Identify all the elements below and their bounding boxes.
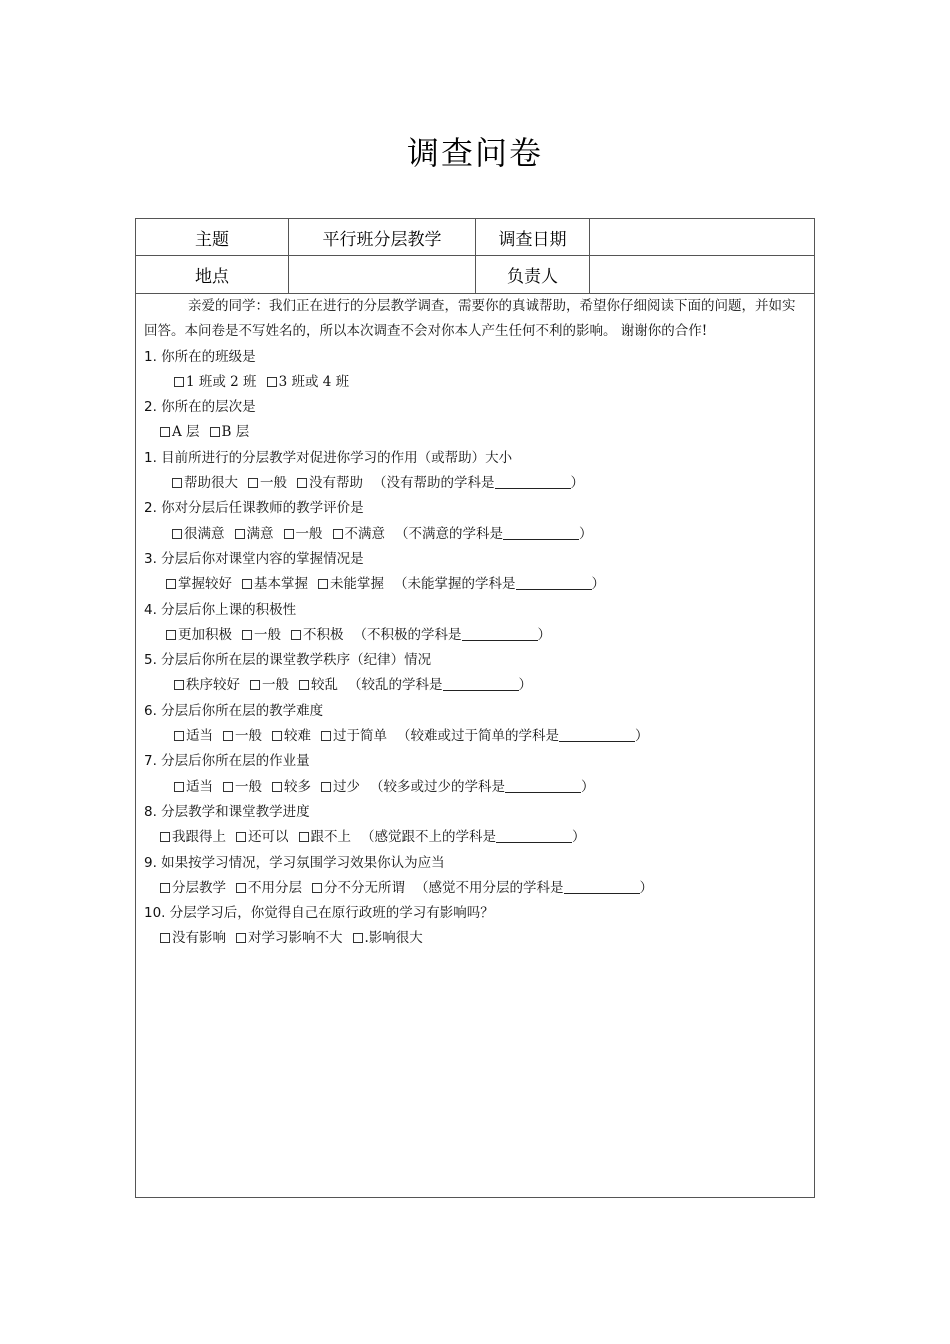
question-label: 分层后你上课的积极性 (156, 601, 297, 618)
question-number: 6. (144, 702, 157, 719)
option-label: 一般 (235, 728, 262, 745)
option-checkbox[interactable] (236, 930, 343, 946)
question-text (144, 851, 806, 876)
option-checkbox[interactable] (267, 374, 350, 390)
checkbox-icon[interactable] (321, 782, 331, 792)
subject-blank-field[interactable] (495, 474, 571, 489)
note-close: ） (572, 829, 586, 846)
date-value-field[interactable] (590, 219, 814, 256)
checkbox-icon[interactable] (160, 832, 170, 842)
option-label: 未能掌握 (330, 576, 384, 593)
option-checkbox[interactable] (321, 779, 360, 795)
option-label: 分层教学 (172, 879, 226, 896)
option-checkbox[interactable] (174, 728, 213, 744)
option-label: 很满意 (184, 525, 225, 542)
question-number: 2. (144, 399, 157, 416)
checkbox-icon[interactable] (160, 883, 170, 893)
option-label: 更加积极 (178, 626, 232, 643)
checkbox-icon[interactable] (174, 377, 184, 387)
option-checkbox[interactable] (242, 627, 281, 643)
subject-blank-field[interactable] (505, 778, 581, 793)
option-label: 我跟得上 (172, 829, 226, 846)
checkbox-icon[interactable] (321, 731, 331, 741)
option-checkbox[interactable] (299, 829, 352, 845)
option-checkbox[interactable] (272, 779, 311, 795)
checkbox-icon[interactable] (210, 427, 220, 437)
option-checkbox[interactable] (299, 677, 338, 693)
option-checkbox[interactable] (160, 424, 200, 440)
owner-label: 负责人 (476, 256, 590, 293)
option-checkbox[interactable] (166, 627, 232, 643)
option-checkbox[interactable] (291, 627, 344, 643)
option-checkbox[interactable] (321, 728, 387, 744)
question-text (144, 395, 806, 420)
checkbox-icon[interactable] (248, 478, 258, 488)
option-checkbox[interactable] (166, 576, 232, 592)
option-row (144, 673, 806, 698)
subject-note: （感觉跟不上的学科是 (361, 829, 496, 846)
option-row (144, 825, 806, 850)
option-checkbox[interactable] (223, 728, 262, 744)
checkbox-icon[interactable] (318, 579, 328, 589)
question-text (144, 699, 806, 724)
option-label: B 层 (221, 424, 250, 441)
option-label: 帮助很大 (184, 475, 238, 492)
question-label: 分层后你所在层的教学难度 (156, 702, 324, 719)
checkbox-icon[interactable] (174, 782, 184, 792)
note-close: ） (518, 677, 532, 694)
checkbox-icon[interactable] (223, 731, 233, 741)
option-checkbox[interactable] (333, 526, 386, 542)
subject-note: （较难或过于简单的学科是 (397, 728, 559, 745)
option-checkbox[interactable] (353, 930, 423, 946)
checkbox-icon[interactable] (333, 529, 343, 539)
option-checkbox[interactable] (174, 677, 240, 693)
option-label: 掌握较好 (178, 576, 232, 593)
checkbox-icon[interactable] (291, 630, 301, 640)
option-checkbox[interactable] (174, 374, 257, 390)
option-checkbox[interactable] (172, 526, 225, 542)
checkbox-icon[interactable] (242, 579, 252, 589)
note-close: ） (639, 879, 653, 896)
subject-note: （感觉不用分层的学科是 (415, 879, 564, 896)
page-title: 调查问卷 (406, 134, 543, 172)
option-label: 跟不上 (310, 829, 351, 846)
option-label: 较多 (284, 778, 311, 795)
question-number: 4. (144, 601, 157, 618)
question-text (144, 648, 806, 673)
option-label: 适当 (186, 728, 213, 745)
question-number: 1. (144, 449, 157, 466)
question-label: 你对分层后任课教师的教学评价是 (156, 500, 364, 517)
question-list (144, 345, 806, 952)
option-row (144, 876, 806, 901)
option-checkbox[interactable] (236, 829, 289, 845)
checkbox-icon[interactable] (242, 630, 252, 640)
option-checkbox[interactable] (223, 779, 262, 795)
topic-value: 平行班分层教学 (289, 219, 476, 256)
option-label: .影响很大 (364, 930, 423, 947)
question-label: 你所在的层次是 (156, 399, 256, 416)
option-checkbox[interactable] (235, 526, 274, 542)
note-close: ） (570, 475, 584, 492)
question-number: 8. (144, 803, 157, 820)
question-label: 分层学习后，你觉得自己在原行政班的学习有影响吗？ (165, 905, 494, 922)
option-checkbox[interactable] (272, 728, 311, 744)
option-checkbox[interactable] (210, 424, 250, 440)
note-close: ） (591, 576, 605, 593)
place-label: 地点 (136, 256, 289, 293)
question-number: 1. (144, 348, 157, 365)
checkbox-icon[interactable] (172, 529, 182, 539)
checkbox-icon[interactable] (160, 933, 170, 943)
checkbox-icon[interactable] (284, 529, 294, 539)
date-label: 调查日期 (476, 219, 590, 256)
checkbox-icon[interactable] (312, 883, 322, 893)
checkbox-icon[interactable] (236, 933, 246, 943)
option-label: A 层 (172, 424, 200, 441)
option-row (144, 370, 806, 395)
question-text (144, 800, 806, 825)
subject-blank-field[interactable] (516, 575, 592, 590)
option-label: 较难 (284, 728, 311, 745)
subject-blank-field[interactable] (443, 676, 519, 691)
checkbox-icon[interactable] (166, 630, 176, 640)
topic-label: 主题 (136, 219, 289, 256)
option-checkbox[interactable] (160, 880, 226, 896)
checkbox-icon[interactable] (172, 478, 182, 488)
option-label: 一般 (295, 525, 323, 542)
checkbox-icon[interactable] (236, 832, 246, 842)
question-label: 你所在的班级是 (156, 348, 256, 365)
checkbox-icon[interactable] (174, 680, 184, 690)
option-label: 一般 (254, 626, 281, 643)
option-label: 不满意 (344, 525, 385, 542)
option-label: 一般 (260, 475, 287, 492)
option-row (144, 420, 806, 445)
option-label: 秩序较好 (186, 677, 240, 694)
question-number: 7. (144, 753, 157, 770)
option-checkbox[interactable] (318, 576, 384, 592)
subject-note: （没有帮助的学科是 (373, 475, 495, 492)
checkbox-icon[interactable] (353, 933, 363, 943)
checkbox-icon[interactable] (299, 680, 309, 690)
question-text (144, 749, 806, 774)
option-label: 基本掌握 (254, 576, 308, 593)
intro-text: 亲爱的同学：我们正在进行的分层教学调查，需要你的真诚帮助，希望你仔细阅读下面的问题，并如实回答。本问卷是不写姓名的，所以本次调查不会对你本人产生任何不利的影响。 谢谢你的合作! (144, 298, 796, 340)
checkbox-icon[interactable] (297, 478, 307, 488)
option-row (144, 572, 806, 597)
question-label: 如果按学习情况，学习氛围学习效果你认为应当 (156, 854, 445, 871)
option-row (144, 623, 806, 648)
option-label: 分不分无所谓 (324, 879, 405, 896)
checkbox-icon[interactable] (160, 427, 170, 437)
option-label: 没有帮助 (309, 475, 363, 492)
question-number: 2. (144, 500, 157, 517)
option-checkbox[interactable] (284, 526, 323, 542)
question-label: 分层后你所在层的课堂教学秩序（纪律）情况 (156, 652, 432, 669)
subject-note: （不积极的学科是 (353, 626, 462, 643)
option-label: 过于简单 (333, 728, 387, 745)
question-number: 3. (144, 550, 157, 567)
checkbox-icon[interactable] (166, 579, 176, 589)
question-number: 5. (144, 652, 157, 669)
question-label: 分层教学和课堂教学进度 (156, 803, 310, 820)
checkbox-icon[interactable] (235, 529, 245, 539)
question-text (144, 901, 806, 926)
subject-blank-field[interactable] (559, 727, 635, 742)
option-label: 还可以 (248, 829, 289, 846)
note-close: ） (579, 525, 593, 542)
option-checkbox[interactable] (312, 880, 405, 896)
option-label: 一般 (235, 778, 262, 795)
place-value-field[interactable] (289, 256, 476, 293)
option-row (144, 522, 806, 547)
question-label: 目前所进行的分层教学对促进你学习的作用（或帮助）大小 (156, 449, 513, 466)
option-label: 不积极 (303, 626, 344, 643)
option-checkbox[interactable] (236, 880, 302, 896)
subject-note: （较多或过少的学科是 (370, 778, 505, 795)
option-label: 一般 (262, 677, 289, 694)
option-row (144, 724, 806, 749)
question-label: 分层后你对课堂内容的掌握情况是 (156, 550, 364, 567)
option-label: 没有影响 (172, 930, 226, 947)
option-checkbox[interactable] (160, 829, 226, 845)
option-checkbox[interactable] (160, 930, 226, 946)
option-label: 过少 (333, 778, 360, 795)
checkbox-icon[interactable] (272, 731, 282, 741)
option-row (144, 926, 806, 951)
checkbox-icon[interactable] (272, 782, 282, 792)
owner-value-field[interactable] (590, 256, 814, 293)
question-text (144, 547, 806, 572)
question-text (144, 496, 806, 521)
option-label: 不用分层 (248, 879, 302, 896)
option-label: 3 班或 4 班 (278, 373, 350, 390)
survey-body (136, 294, 814, 952)
question-text (144, 446, 806, 471)
subject-note: （不满意的学科是 (395, 525, 503, 542)
subject-blank-field[interactable] (503, 525, 579, 540)
note-close: ） (635, 728, 649, 745)
option-checkbox[interactable] (250, 677, 289, 693)
option-row (144, 471, 806, 496)
subject-blank-field[interactable] (564, 879, 640, 894)
option-label: 较乱 (311, 677, 338, 694)
subject-note: （未能掌握的学科是 (394, 576, 516, 593)
question-number: 9. (144, 854, 157, 871)
option-label: 1 班或 2 班 (186, 373, 257, 390)
option-label: 满意 (246, 525, 274, 542)
question-text (144, 598, 806, 623)
question-text (144, 345, 806, 370)
checkbox-icon[interactable] (267, 377, 277, 387)
header-table (136, 219, 814, 294)
checkbox-icon[interactable] (299, 832, 309, 842)
survey-form (135, 218, 815, 1198)
checkbox-icon[interactable] (223, 782, 233, 792)
option-checkbox[interactable] (242, 576, 308, 592)
option-label: 适当 (186, 778, 213, 795)
subject-blank-field[interactable] (496, 828, 572, 843)
subject-blank-field[interactable] (462, 626, 538, 641)
option-checkbox[interactable] (172, 475, 238, 491)
option-checkbox[interactable] (174, 779, 213, 795)
option-row (144, 775, 806, 800)
option-label: 对学习影响不大 (248, 930, 343, 947)
checkbox-icon[interactable] (250, 680, 260, 690)
checkbox-icon[interactable] (174, 731, 184, 741)
subject-note: （较乱的学科是 (348, 677, 443, 694)
question-label: 分层后你所在层的作业量 (156, 753, 310, 770)
note-close: ） (581, 778, 595, 795)
option-checkbox[interactable] (248, 475, 287, 491)
checkbox-icon[interactable] (236, 883, 246, 893)
question-number: 10. (144, 905, 166, 922)
note-close: ） (537, 626, 551, 643)
option-checkbox[interactable] (297, 475, 363, 491)
